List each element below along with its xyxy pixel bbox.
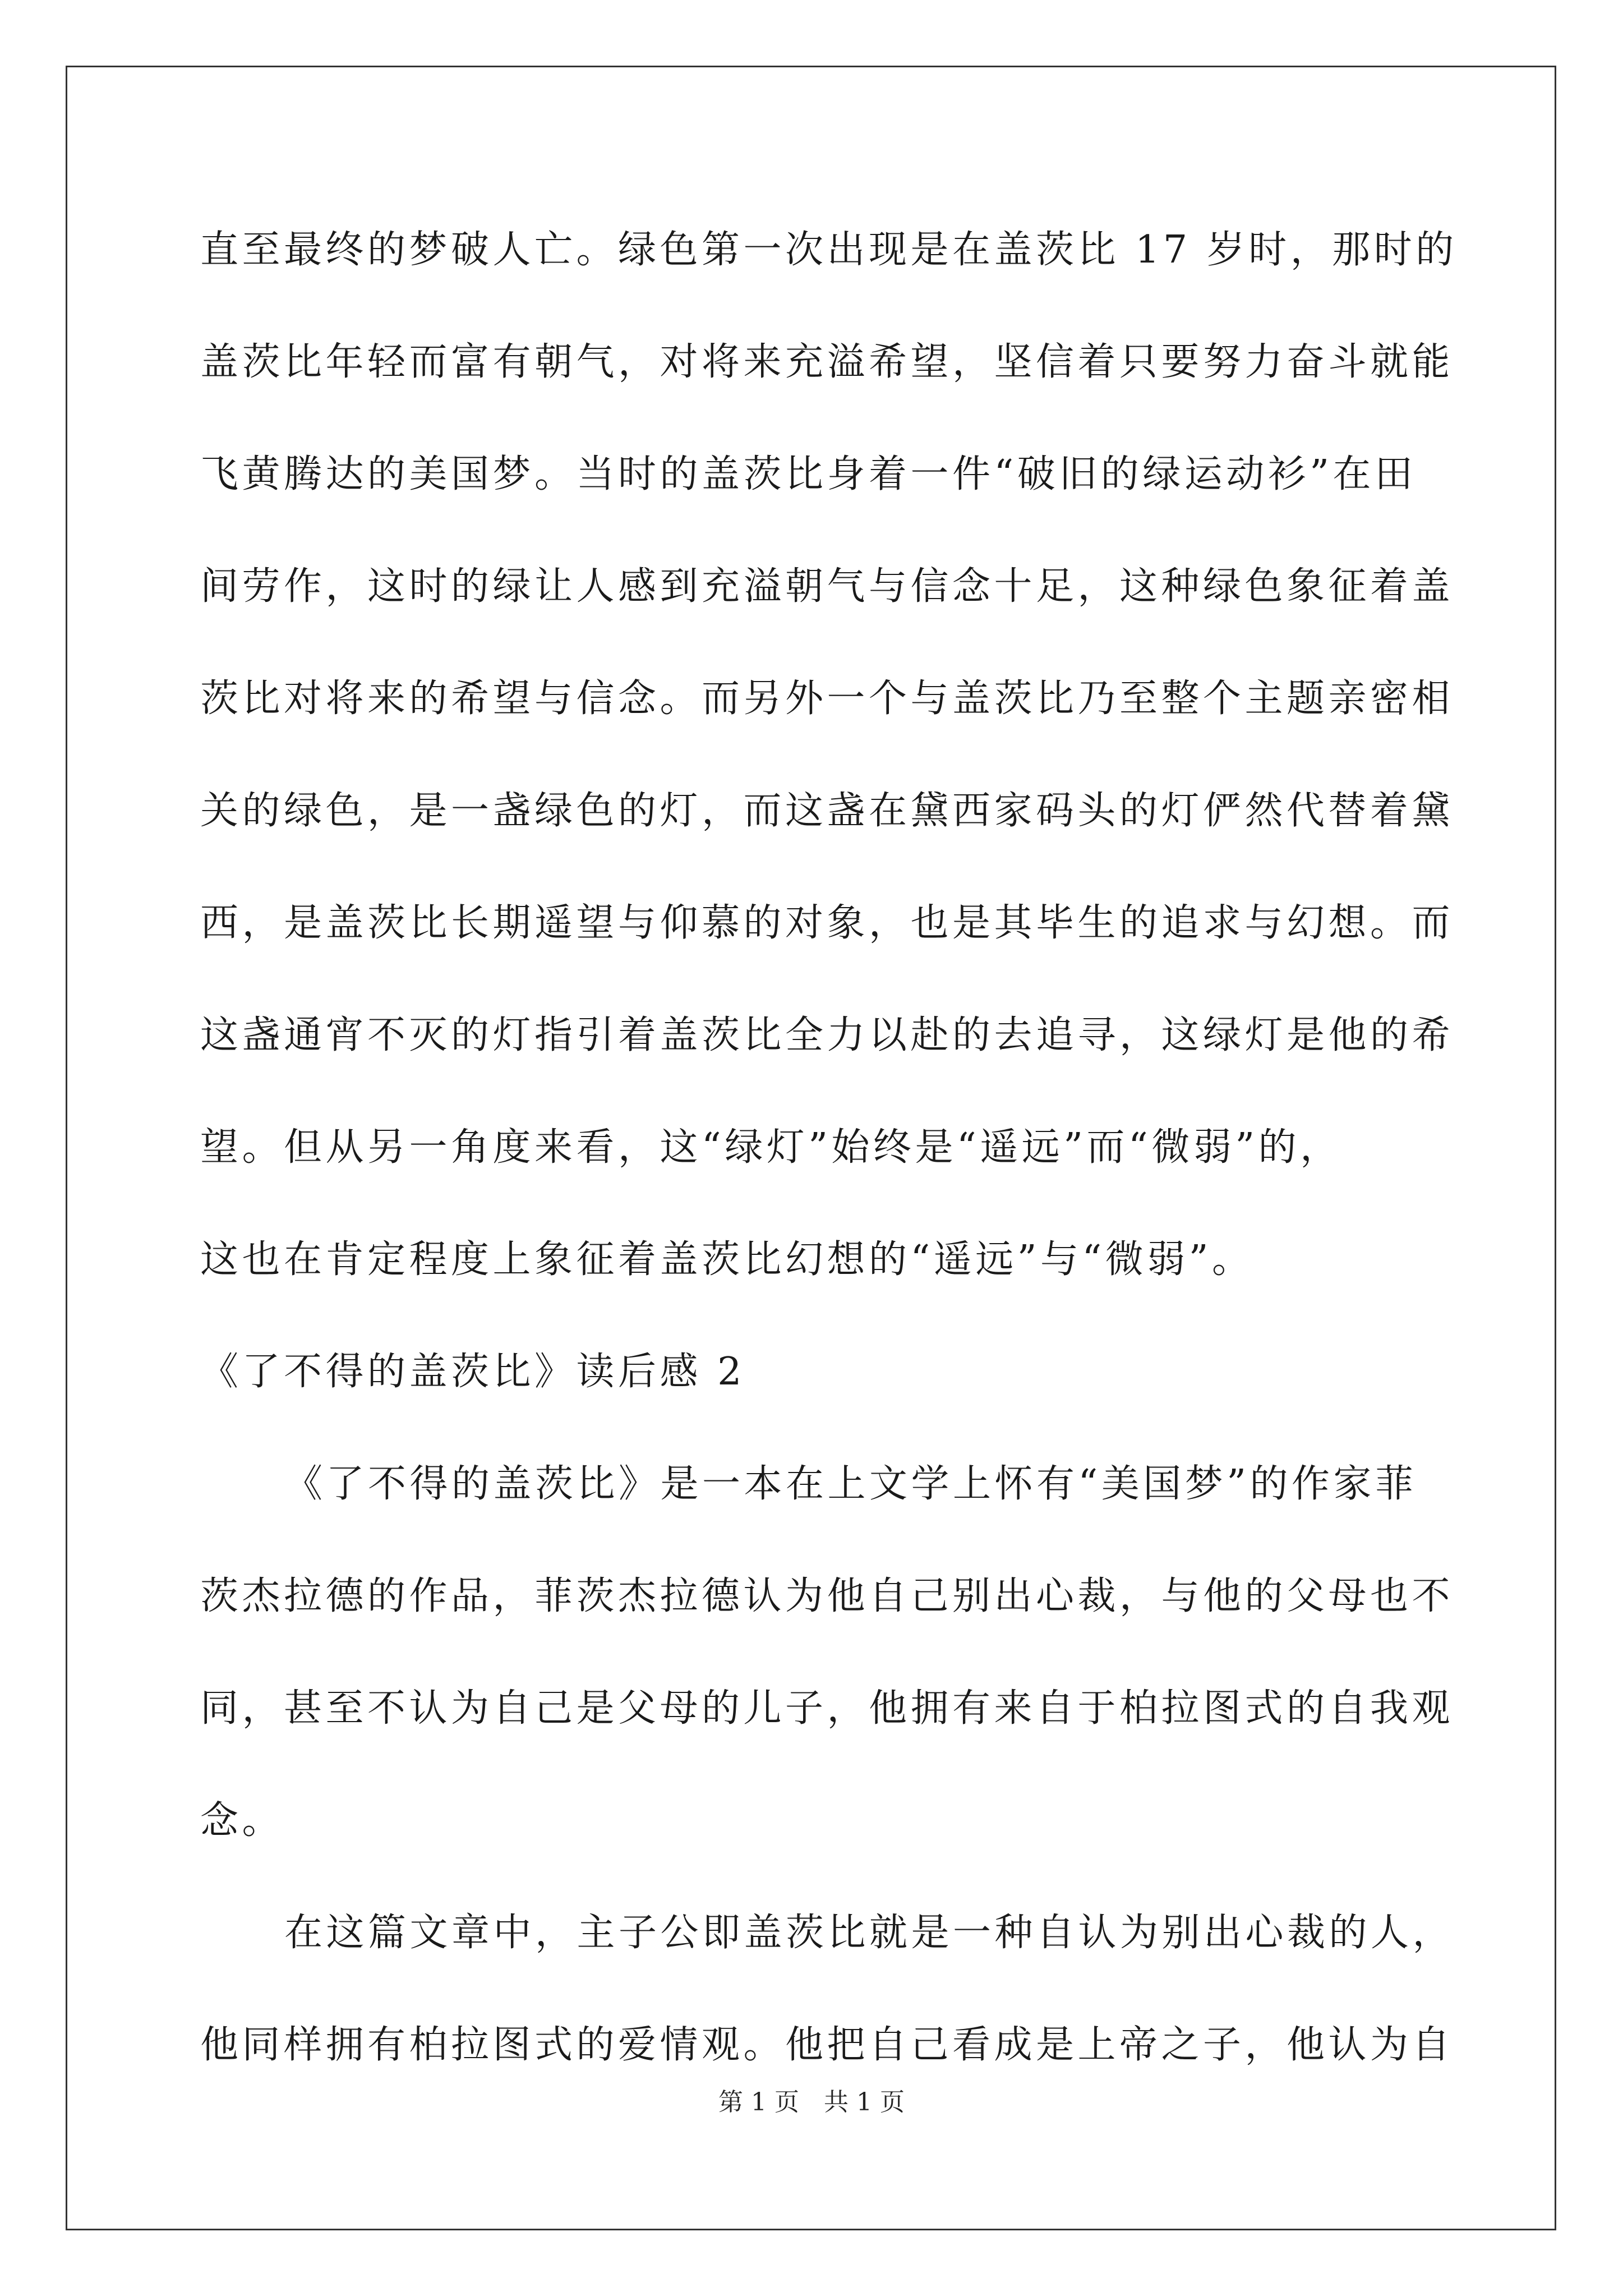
paragraph-line: 他同样拥有柏拉图式的爱情观。他把自己看成是上帝之子，他认为自: [200, 2023, 1454, 2067]
page-number-footer: 第 1 页 共 1 页: [718, 2088, 905, 2116]
document-body: [200, 217, 1458, 2124]
paragraph-line: 飞黄腾达的美国梦。当时的盖茨比身着一件“破旧的绿运动衫”在田: [200, 452, 1417, 496]
paragraph-line: 间劳作，这时的绿让人感到充溢朝气与信念十足，这种绿色象征着盖: [200, 564, 1454, 609]
paragraph-line: 这盏通宵不灭的灯指引着盖茨比全力以赴的去追寻，这绿灯是他的希: [200, 1013, 1454, 1057]
paragraph-line: 茨杰拉德的作品，菲茨杰拉德认为他自己别出心裁，与他的父母也不: [200, 1574, 1454, 1618]
paragraph-line: 同，甚至不认为自己是父母的儿子，他拥有来自于柏拉图式的自我观: [200, 1686, 1454, 1731]
paragraph-line: 《了不得的盖茨比》是一本在上文学上怀有“美国梦”的作家菲: [284, 1462, 1417, 1506]
paragraph-line: 茨比对将来的希望与信念。而另外一个与盖茨比乃至整个主题亲密相: [200, 677, 1454, 721]
paragraph-line: 西，是盖茨比长期遥望与仰慕的对象，也是其毕生的追求与幻想。而: [200, 901, 1454, 945]
paragraph-line: 盖茨比年轻而富有朝气，对将来充溢希望，坚信着只要努力奋斗就能: [200, 340, 1454, 384]
paragraph-line: 念。: [200, 1798, 284, 1843]
paragraph-line: 这也在肯定程度上象征着盖茨比幻想的“遥远”与“微弱”。: [200, 1237, 1254, 1282]
paragraph-line: 望。但从另一角度来看，这“绿灯”始终是“遥远”而“微弱”的，: [200, 1125, 1342, 1170]
paragraph-line: 直至最终的梦破人亡。绿色第一次出现是在盖茨比 17 岁时，那时的: [200, 228, 1458, 272]
paragraph-line: 在这篇文章中，主子公即盖茨比就是一种自认为别出心裁的人，: [284, 1911, 1455, 1955]
section-heading: 《了不得的盖茨比》读后感 2: [200, 1350, 745, 1394]
paragraph-line: 关的绿色，是一盏绿色的灯，而这盏在黛西家码头的灯俨然代替着黛: [200, 789, 1454, 833]
